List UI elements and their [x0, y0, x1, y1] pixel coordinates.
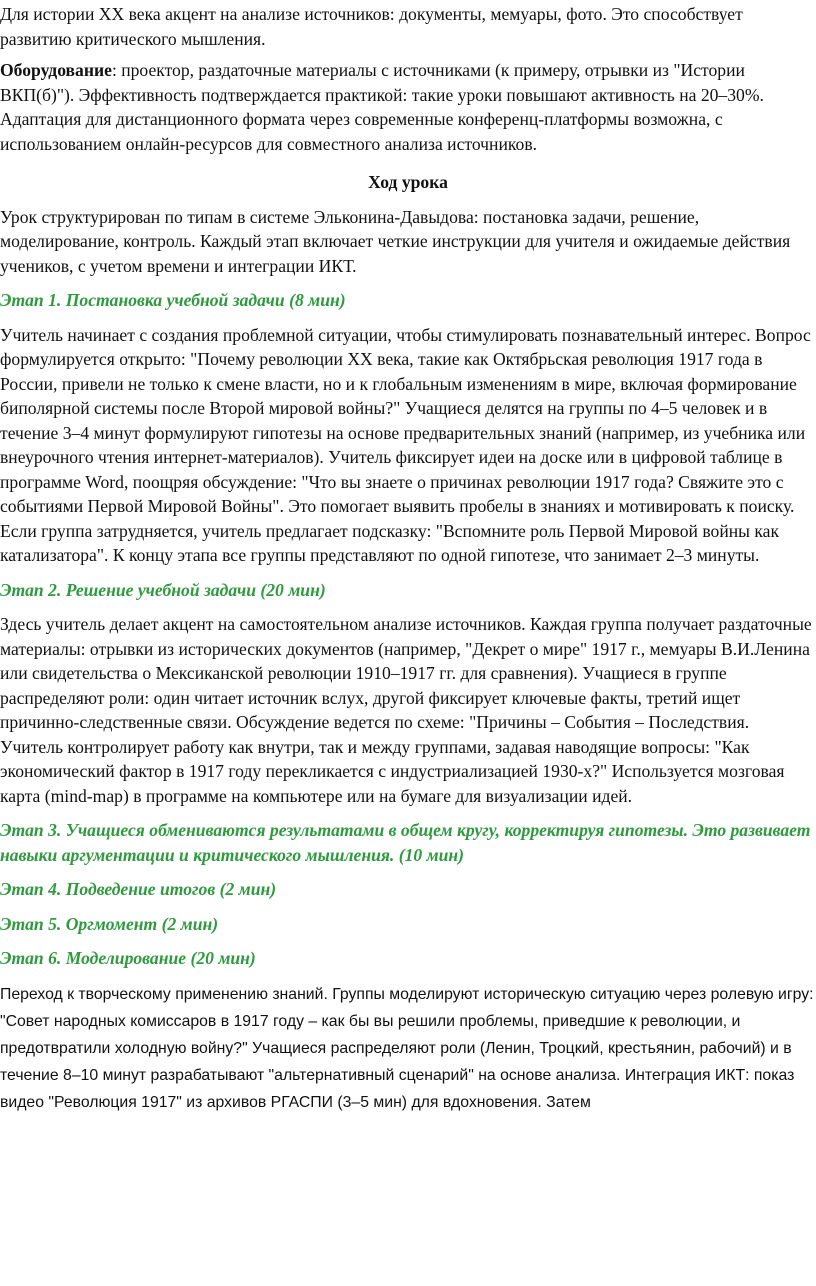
stage-1-body: Учитель начинает с создания проблемной ситуации, чтобы стимулировать познавательный интерес. Вопрос формулируется открыто: "Почему революции XX века, такие как Октябрьская революция 1917 года в России, привели не только к смене власти, но и к глобальным изменениям в мире, включая формирование биполярной системы после Второй мировой войны?" Учащиеся делятся на группы по 4–5 человек и в течение 3–4 минут формулируют гипотезы на основе предварительных знаний (например, из учебника или внеурочного чтения интернет-материалов). Учитель фиксирует идеи на доске или в цифровой таблице в программе Word, поощряя обсуждение: "Что вы знаете о причинах революции 1917 года? Свяжите это с событиями Первой Мировой Войны". Это помогает выявить пробелы в знаниях и мотивировать к поиску. Если группа затрудняется, учитель предлагает подсказку: "Вспомните роль Первой Мировой войны как катализатора". К концу этапа все группы представляют по одной гипотезе, что занимает 2–3 минуты. — [0, 324, 811, 565]
stage-2-heading: Этап 2. Решение учебной задачи (20 мин) — [0, 579, 326, 600]
equipment-label: Оборудование — [0, 60, 112, 80]
stage-1-heading: Этап 1. Постановка учебной задачи (8 мин) — [0, 290, 346, 310]
stage-6-body: Переход к творческому применению знаний. Группы моделируют историческую ситуацию через ролевую игру: "Совет народных комиссаров в 1917 году – как бы вы решили проблемы, приведшие к революции, и предотвратили холодную войну?" Учащиеся распределяют роли (Ленин, Троцкий, крестьянин, рабочий) и в течение 8–10 минут разрабатывают "альтернативный сценарий" на основе анализа. Интеграция ИКТ: показ видео "Революция 1917" из архивов РГАСПИ (3–5 мин) для вдохновения. Затем — [0, 985, 814, 1111]
stage-3-heading: Этап 3. Учащиеся обмениваются результатами в общем кругу, корректируя гипотезы. Это развивает навыки аргументации и критического мышления. (10 мин) — [0, 820, 811, 865]
stage-4-heading: Этап 4. Подведение итогов (2 мин) — [0, 879, 277, 899]
intro-paragraph: Для истории XX века акцент на анализе источников: документы, мемуары, фото. Это способствует развитию критического мышления. — [0, 4, 743, 49]
stage-6-heading: Этап 6. Моделирование (20 мин) — [0, 948, 256, 968]
equipment-paragraph — [0, 58, 816, 156]
stage-5-heading: Этап 5. Оргмомент (2 мин) — [0, 913, 219, 934]
equipment-text: : проектор, раздаточные материалы с источниками (к примеру, отрывки из "Истории ВКП(б)"). Эффективность подтверждается практикой: такие уроки повышают активность на 20–30%. Адаптация для дистанционного формата через современные конференц-платформы возможна, с использованием онлайн-ресурсов для совместного анализа источников. — [0, 60, 764, 154]
stage-2-body: Здесь учитель делает акцент на самостоятельном анализе источников. Каждая группа получает раздаточные материалы: отрывки из исторических документов (например, "Декрет о мире" 1917 г., мемуары В.И.Ленина или свидетельства о Мексиканской революции 1910–1917 гг. для сравнения). Учащиеся в группе распределяют роли: один читает источник вслух, другой фиксирует ключевые факты, третий ищет причинно-следственные связи. Обсуждение ведется по схеме: "Причины – События – Последствия. Учитель контролирует работу как внутри, так и между группами, задавая наводящие вопросы: "Как экономический фактор в 1917 году перекликается с индустриализацией 1930-х?" Используется мозговая карта (mind-map) в программе на компьютере или на бумаге для визуализации идей. — [0, 614, 812, 806]
lesson-heading: Ход урока — [368, 172, 448, 192]
lesson-overview: Урок структурирован по типам в системе Эльконина-Давыдова: постановка задачи, решение, моделирование, контроль. Каждый этап включает четкие инструкции для учителя и ожидаемые действия учеников, с учетом времени и интеграции ИКТ. — [0, 206, 791, 276]
